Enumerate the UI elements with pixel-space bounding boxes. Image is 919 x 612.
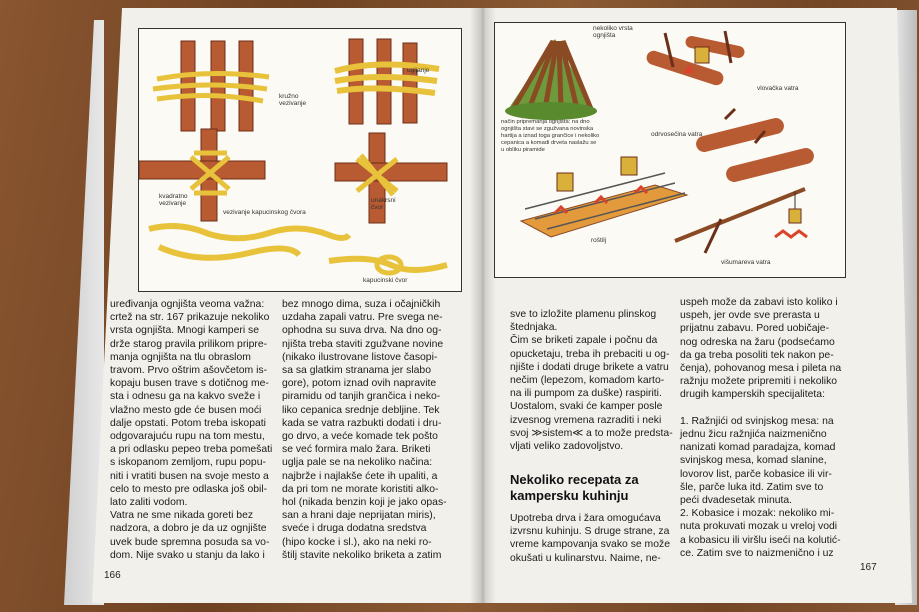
label-nacin: način pripremanja ognjišta: na dno ognjišta stavi se zgužvana novinska hartija a iznad toga grančice i nekoliko cepanica a komadi drveta naslažu se u obliku piramide xyxy=(501,119,600,153)
heading-line-1: Nekoliko recepata za xyxy=(510,472,639,487)
text-line: da pri tom ne morate koristiti alko- xyxy=(282,483,439,495)
text-line: sa sa glatkim stranama jer slabo xyxy=(282,365,431,377)
knots-illustration xyxy=(138,28,462,292)
text-line: ophodna su suva drva. Na dno og- xyxy=(282,325,442,337)
right-col-1b xyxy=(510,512,670,565)
label-kapucinski: kapucinski čvor xyxy=(363,277,408,284)
text-line: izvrsnu kuhinju. S druge strane, za xyxy=(510,526,670,538)
text-line: san a hrani daje neprijatan miris), xyxy=(282,510,436,522)
text-line: go drvo, a veće komade tek pošto xyxy=(282,431,438,443)
label-odrvosecina: odrvosečina vatra xyxy=(651,131,703,138)
label-kruzno: kružno vezivanje xyxy=(279,93,307,107)
text-line: 1. Ražnjići od svinjskog mesa: na xyxy=(680,415,834,427)
text-line: gore), potom iznad ovih napravite xyxy=(282,378,437,390)
text-line: njište i dodati druge brikete a vatru xyxy=(510,361,669,373)
text-line: uzdaha zapali vatru. Pre svega ne- xyxy=(282,312,443,324)
text-line: crtež na str. 167 prikazuje nekoliko xyxy=(110,312,270,324)
ugljanje-lashing xyxy=(153,41,269,131)
text-line: svinjskog mesa, komad slanine, xyxy=(680,455,827,467)
text-line: drže starog pravila prilikom pripre- xyxy=(110,338,268,350)
text-line xyxy=(680,402,841,415)
text-line: ce. Zatim sve to naizmenično i uz xyxy=(680,547,834,559)
text-line: okušati u kulinarstvu. Naime, ne- xyxy=(510,552,661,564)
text-line: sveće i druga dodatna sredstva xyxy=(282,523,427,535)
text-line: njišta treba staviti zgužvane novine xyxy=(282,338,444,350)
right-col-1 xyxy=(510,308,673,453)
text-line: dom. Nije svako u stanju da lako i xyxy=(110,549,265,561)
text-line: na ili pumpom za duške) raspiriti. xyxy=(510,388,662,400)
text-line: piramidu od tanjih grančica i neko- xyxy=(282,391,441,403)
label-kvadratno: kvadratno vezivanje xyxy=(159,193,188,207)
label-ugljanje: ugljanje xyxy=(407,67,430,74)
grill-fire xyxy=(521,157,687,237)
recipes-heading xyxy=(510,472,639,504)
campfire-illustration xyxy=(494,22,846,278)
kapucinski-rope xyxy=(149,226,447,273)
text-line: nanizati komad paradajza, komad xyxy=(680,442,836,454)
text-line: celo to mesto pre odlaska još obil- xyxy=(110,483,268,495)
text-line: štednjaka. xyxy=(510,322,558,334)
text-line: kopaju busen trave s dotičnog me- xyxy=(110,378,269,390)
text-line: s iskopanom zemljom, rupu popu- xyxy=(110,457,266,469)
right-col-2 xyxy=(680,296,841,560)
text-line: se već formira malo žara. Briketi xyxy=(282,444,431,456)
text-line: vlažno mesto gde će busen moći xyxy=(110,404,262,416)
text-line: 2. Kobasice i mozak: nekoliko mi- xyxy=(680,508,835,520)
text-line: izvesnog vremena razraditi i neki xyxy=(510,414,662,426)
text-line: uglja pale se na nekoliko načina: xyxy=(282,457,433,469)
label-kapucinsko: vezivanje kapucinskog čvora xyxy=(223,209,306,216)
text-line: vljati veliko zadovoljstvo. xyxy=(510,441,624,453)
text-line: Upotreba drva i žara omogućava xyxy=(510,513,661,524)
text-line: odgovarajuću rupu na tom mestu, xyxy=(110,431,265,443)
kruzno-lashing xyxy=(335,39,439,124)
text-line: jednu žicu ražnjića naizmenično xyxy=(680,429,827,441)
text-line: dalje opstati. Potom treba iskopati xyxy=(110,417,266,429)
text-line: svoj ≫sistem≪ a to može predsta- xyxy=(510,427,673,439)
text-line: štilj stavite nekoliko briketa a zatim xyxy=(282,549,442,561)
text-line: hol (nikada benzin koji je jako opas- xyxy=(282,497,447,509)
stacked-log-fire xyxy=(694,109,815,184)
text-line: uspeh može da zabavi isto koliko i xyxy=(680,297,838,308)
heading-line-2: kampersku kuhinju xyxy=(510,488,629,503)
text-line: nog odreska na žaru (podsećamo xyxy=(680,336,835,348)
text-line: lovorov list, parče kobasice ili vir- xyxy=(680,468,832,480)
text-line: manja ognjišta na tlu obraslom xyxy=(110,351,251,363)
label-nekoliko: nekoliko vrsta ognjišta xyxy=(593,25,633,39)
text-line: lato zaliti vodom. xyxy=(110,497,188,509)
text-line: bez mnogo dima, suza i očajničkih xyxy=(282,299,441,310)
text-line: Vatra ne sme nikada goreti bez xyxy=(110,510,254,522)
lever-fire xyxy=(675,189,807,253)
text-line: ražnju možete pripremiti i nekoliko xyxy=(680,376,838,388)
text-line: da ga treba posoliti tek nakon pe- xyxy=(680,349,834,361)
text-line: prijatnu zabavu. Pored uobičaje- xyxy=(680,323,830,335)
text-line: travom. Prvo oštrim ašovčetom is- xyxy=(110,365,268,377)
text-line: vreme kampovanja svako se može xyxy=(510,539,670,551)
text-line: Čim se briketi zapale i počnu da xyxy=(510,335,658,347)
text-line: kada se vatra razbukti dodati i dru- xyxy=(282,417,442,429)
text-line: peći dvadesetak minuta. xyxy=(680,495,793,507)
text-line: nečim (lepezom, komadom karto- xyxy=(510,375,665,387)
teepee-fire xyxy=(505,39,597,120)
text-line: sta i odnesu ga na kakvo sveže i xyxy=(110,391,261,403)
left-col-1 xyxy=(110,298,272,562)
book-gutter xyxy=(470,8,496,603)
text-line: šle, parče luka itd. Zatim sve to xyxy=(680,481,824,493)
text-line: vrsta ognjišta. Mnogi kamperi se xyxy=(110,325,259,337)
text-line: nuta prokuvati mozak u vrelој vodi xyxy=(680,521,838,533)
text-line: opucketaju, treba ih prebaciti u og- xyxy=(510,348,670,360)
text-line: a kobasicu ili viršlu iseći na kolutić- xyxy=(680,534,841,546)
text-line: sve to izložite plamenu plinskog xyxy=(510,309,657,320)
hanging-pot-fire xyxy=(645,31,746,87)
text-line: uspeh, jer ovde sve prerasta u xyxy=(680,310,820,322)
left-col-2 xyxy=(282,298,447,562)
text-line: uređivanja ognjišta veoma važna: xyxy=(110,299,265,310)
kvadratno-lashing xyxy=(139,129,265,221)
label-visumareva: višumareva vatra xyxy=(721,259,771,266)
text-line: liko cepanica srednje debljine. Tek xyxy=(282,404,440,416)
text-line: (hipo kocke i sl.), ako na neki ro- xyxy=(282,536,432,548)
text-line: Uostalom, svaki će kamper posle xyxy=(510,401,663,413)
label-unakrsni: unakrsni čvor xyxy=(371,197,396,211)
page-number-right: 167 xyxy=(860,562,877,573)
text-line: (nikako ilustrovane listove časopi- xyxy=(282,351,438,363)
text-line: niti i vratiti busen na svoje mesto a xyxy=(110,470,269,482)
page-number-left: 166 xyxy=(104,570,121,581)
label-rostilj: roštilj xyxy=(591,237,607,244)
label-vlovacka: vlovačka vatra xyxy=(757,85,799,92)
text-line: a pri odlasku pepeo treba pomešati xyxy=(110,444,273,456)
text-line: uvek bude spremna posuda sa vo- xyxy=(110,536,270,548)
text-line: najbrže i najlakše ćete ih upaliti, a xyxy=(282,470,438,482)
text-line: čenja), pohovanog mesa i pileta na xyxy=(680,363,842,375)
text-line: nadzora, a dobro je da uz ognjište xyxy=(110,523,267,535)
text-line: drugih kamperskih specijaliteta: xyxy=(680,389,825,401)
